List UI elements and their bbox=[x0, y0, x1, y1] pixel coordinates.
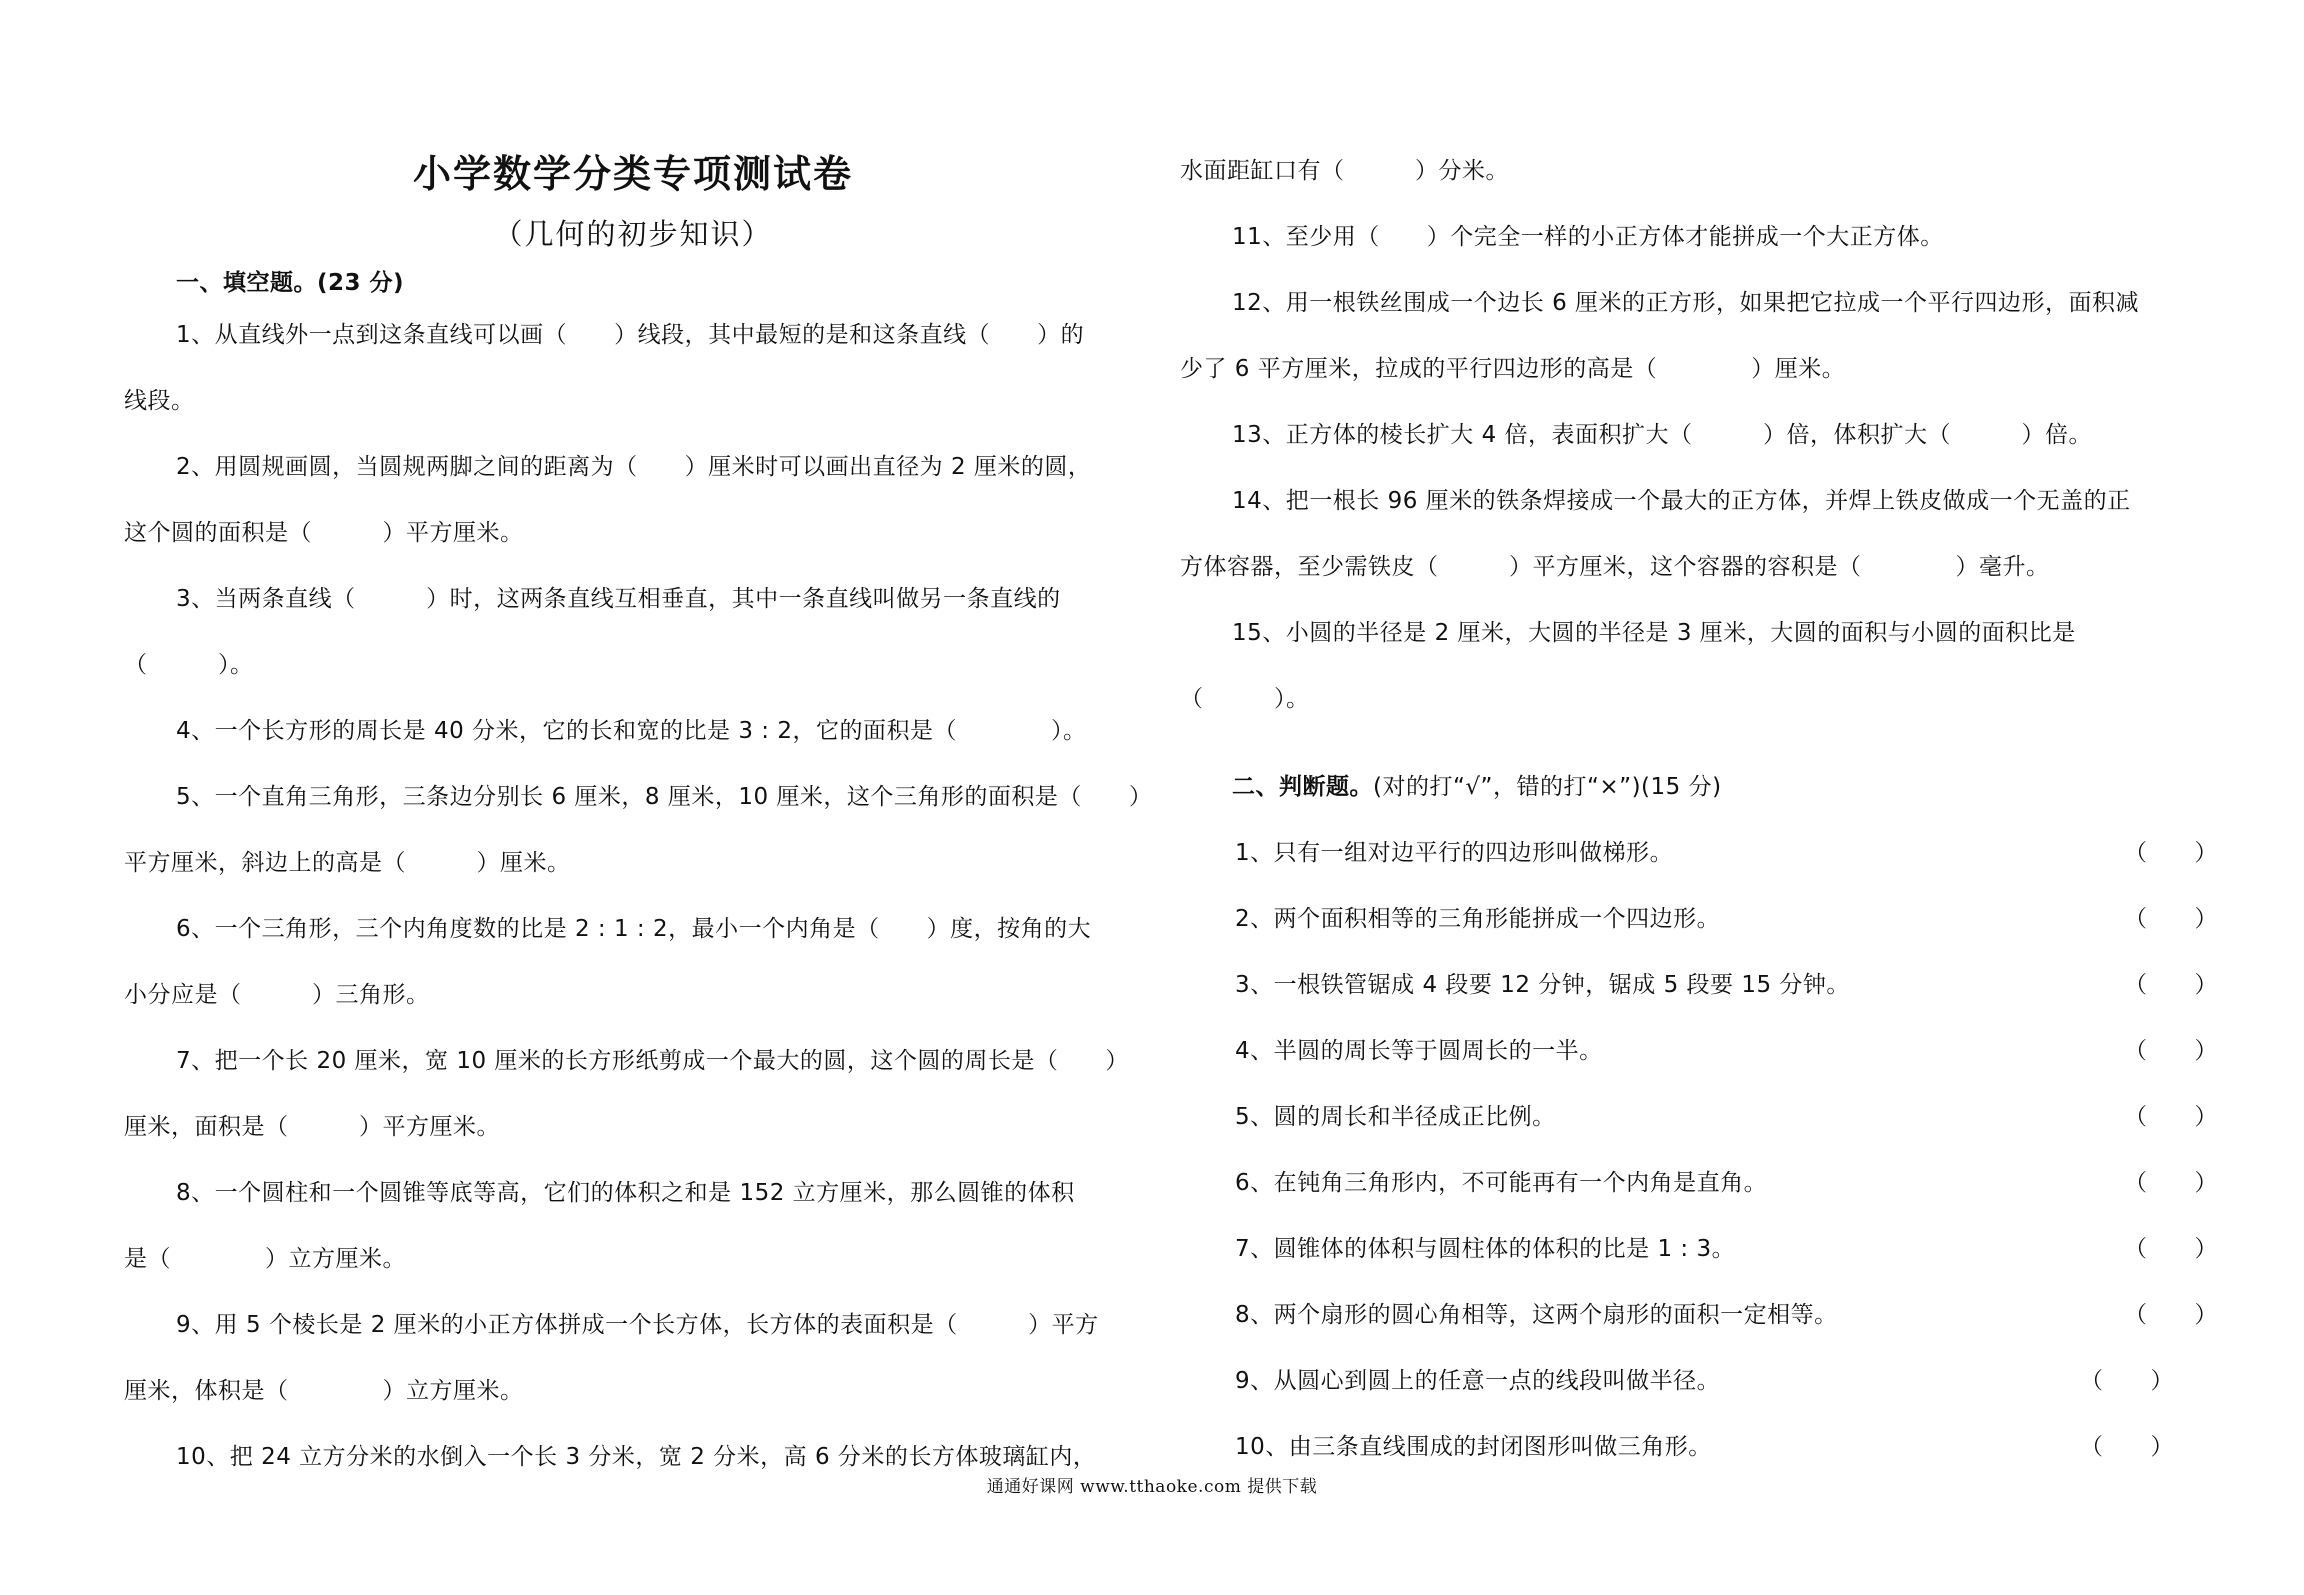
fill-line: 1、从直线外一点到这条直线可以画（ ）线段，其中最短的是和这条直线（ ）的 bbox=[176, 322, 1085, 348]
fill-line: 线段。 bbox=[124, 388, 195, 414]
judge-question: 7、圆锥体的体积与圆柱体的体积的比是 1 : 3。 bbox=[1235, 1236, 1736, 1262]
fill-line: 6、一个三角形，三个内角度数的比是 2 : 1 : 2，最小一个内角是（ ）度，按角的大 bbox=[176, 916, 1092, 942]
section2-heading-note: (对的打“√”，错的打“×”)(15 分) bbox=[1373, 774, 1722, 800]
judge-question: 3、一根铁管锯成 4 段要 12 分钟，锯成 5 段要 15 分钟。 bbox=[1235, 972, 1850, 998]
answer-parens[interactable]: （ ） bbox=[2080, 1368, 2174, 1394]
fill-line: 厘米，面积是（ ）平方厘米。 bbox=[124, 1114, 500, 1140]
fill-line: 方体容器，至少需铁皮（ ）平方厘米，这个容器的容积是（ ）毫升。 bbox=[1180, 554, 2050, 580]
fill-line: 14、把一根长 96 厘米的铁条焊接成一个最大的正方体，并焊上铁皮做成一个无盖的正 bbox=[1232, 488, 2131, 514]
judge-question: 5、圆的周长和半径成正比例。 bbox=[1235, 1104, 1556, 1130]
fill-line: 这个圆的面积是（ ）平方厘米。 bbox=[124, 520, 524, 546]
fill-line: 是（ ）立方厘米。 bbox=[124, 1246, 406, 1272]
section2-heading-label: 二、判断题。 bbox=[1232, 774, 1373, 800]
fill-line: 13、正方体的棱长扩大 4 倍，表面积扩大（ ）倍，体积扩大（ ）倍。 bbox=[1232, 422, 2093, 448]
fill-line: 少了 6 平方厘米，拉成的平行四边形的高是（ ）厘米。 bbox=[1180, 356, 1846, 382]
judge-question: 10、由三条直线围成的封闭图形叫做三角形。 bbox=[1235, 1434, 1712, 1460]
answer-parens[interactable]: （ ） bbox=[2124, 1170, 2218, 1196]
fill-line: 小分应是（ ）三角形。 bbox=[124, 982, 430, 1008]
judge-question: 8、两个扇形的圆心角相等，这两个扇形的面积一定相等。 bbox=[1235, 1302, 1838, 1328]
answer-parens[interactable]: （ ） bbox=[2080, 1434, 2174, 1460]
judge-question: 4、半圆的周长等于圆周长的一半。 bbox=[1235, 1038, 1603, 1064]
answer-parens[interactable]: （ ） bbox=[2124, 1104, 2218, 1130]
answer-parens[interactable]: （ ） bbox=[2124, 1038, 2218, 1064]
fill-line: 水面距缸口有（ ）分米。 bbox=[1180, 158, 1509, 184]
fill-line: 10、把 24 立方分米的水倒入一个长 3 分米，宽 2 分米，高 6 分米的长方体玻璃缸内， bbox=[176, 1444, 1097, 1470]
fill-line: 2、用圆规画圆，当圆规两脚之间的距离为（ ）厘米时可以画出直径为 2 厘米的圆， bbox=[176, 454, 1092, 480]
section2-heading bbox=[1232, 772, 1722, 802]
section1-heading: 一、填空题。(23 分) bbox=[176, 270, 405, 296]
fill-line: （ ）。 bbox=[1180, 686, 1310, 712]
answer-parens[interactable]: （ ） bbox=[2124, 1302, 2218, 1328]
answer-parens[interactable]: （ ） bbox=[2124, 840, 2218, 866]
page-title: 小学数学分类专项测试卷 bbox=[412, 152, 853, 196]
fill-line: 11、至少用（ ）个完全一样的小正方体才能拼成一个大正方体。 bbox=[1232, 224, 1944, 250]
fill-line: 7、把一个长 20 厘米，宽 10 厘米的长方形纸剪成一个最大的圆，这个圆的周长是（ ） bbox=[176, 1048, 1129, 1074]
judge-question: 9、从圆心到圆上的任意一点的线段叫做半径。 bbox=[1235, 1368, 1721, 1394]
fill-line: 3、当两条直线（ ）时，这两条直线互相垂直，其中一条直线叫做另一条直线的 bbox=[176, 586, 1061, 612]
answer-parens[interactable]: （ ） bbox=[2124, 906, 2218, 932]
fill-line: 平方厘米，斜边上的高是（ ）厘米。 bbox=[124, 850, 571, 876]
fill-line: （ ）。 bbox=[124, 652, 254, 678]
answer-parens[interactable]: （ ） bbox=[2124, 1236, 2218, 1262]
page-subtitle: （几何的初步知识） bbox=[493, 217, 773, 251]
fill-line: 9、用 5 个棱长是 2 厘米的小正方体拼成一个长方体，长方体的表面积是（ ）平方 bbox=[176, 1312, 1099, 1338]
answer-parens[interactable]: （ ） bbox=[2124, 972, 2218, 998]
fill-line: 4、一个长方形的周长是 40 分米，它的长和宽的比是 3 : 2，它的面积是（ ）。 bbox=[176, 718, 1087, 744]
judge-question: 6、在钝角三角形内，不可能再有一个内角是直角。 bbox=[1235, 1170, 1768, 1196]
fill-line: 5、一个直角三角形，三条边分别长 6 厘米，8 厘米，10 厘米，这个三角形的面积是（ ） bbox=[176, 784, 1153, 810]
judge-question: 1、只有一组对边平行的四边形叫做梯形。 bbox=[1235, 840, 1674, 866]
fill-line: 厘米，体积是（ ）立方厘米。 bbox=[124, 1378, 524, 1404]
fill-line: 8、一个圆柱和一个圆锥等底等高，它们的体积之和是 152 立方厘米，那么圆锥的体积 bbox=[176, 1180, 1075, 1206]
fill-line: 15、小圆的半径是 2 厘米，大圆的半径是 3 厘米，大圆的面积与小圆的面积比是 bbox=[1232, 620, 2076, 646]
judge-question: 2、两个面积相等的三角形能拼成一个四边形。 bbox=[1235, 906, 1721, 932]
footer-credit: 通通好课网 www.tthaoke.com 提供下载 bbox=[986, 1477, 1318, 1497]
fill-line: 12、用一根铁丝围成一个边长 6 厘米的正方形，如果把它拉成一个平行四边形，面积减 bbox=[1232, 290, 2140, 316]
